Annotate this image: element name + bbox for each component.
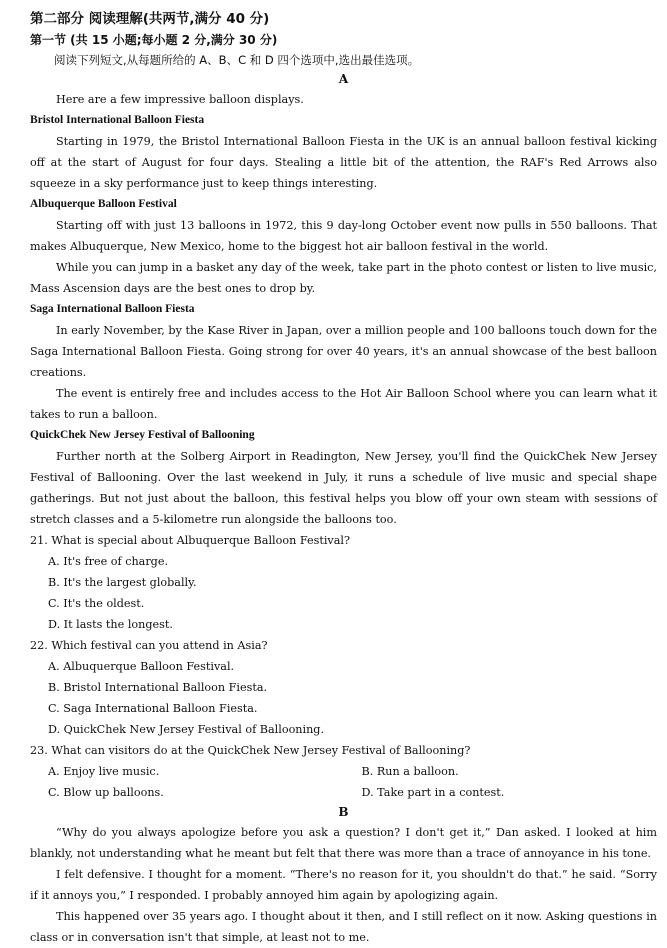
passage-b-letter: B [338,805,349,819]
q23-option-a[interactable]: A. Enjoy live music. [48,765,160,778]
bristol-paragraph: Starting in 1979, the Bristol International Balloon Fiesta in the UK is an annual balloon festival kicking off at the start of August for four days. Stealing a little bit of the attention, the RAF's Red Arrows also squeeze in a sky performance just to keep things interesting. [30,135,657,190]
passage-b-paragraph-1: “Why do you always apologize before you ask a question? I don't get it,” Dan asked. I looked at him blankly, not understanding what he meant but felt that there was more than a trace of annoyance in his tone. [30,826,657,860]
albuquerque-paragraph-2: While you can jump in a basket any day of the week, take part in the photo contest or listen to live music, Mass Ascension days are the best ones to drop by. [30,261,657,295]
bristol-heading: Bristol International Balloon Fiesta [30,114,205,126]
question-22: 22. Which festival can you attend in Asia? [30,639,268,652]
q23-option-c[interactable]: C. Blow up balloons. [48,786,164,799]
q22-option-a[interactable]: A. Albuquerque Balloon Festival. [48,660,235,673]
saga-heading: Saga International Balloon Fiesta [30,303,195,315]
quickchek-paragraph: Further north at the Solberg Airport in Readington, New Jersey, you'll find the QuickChek New Jersey Festival of Ballooning. Over the last weekend in July, it runs a schedule of live music and special shape gatherings. But not just about the balloon, this festival helps you blow off your own steam with sessions of stretch classes and a 5-kilometre run alongside the balloons too. [30,450,657,526]
passage-b-paragraph-3: This happened over 35 years ago. I thought about it then, and I still reflect on it now. Asking questions in class or in conversation isn't that simple, at least not to me. [30,910,657,944]
q23-option-d[interactable]: D. Take part in a contest. [361,786,505,799]
q23-options-row-2 [30,782,657,803]
question-21: 21. What is special about Albuquerque Balloon Festival? [30,534,350,547]
section-title: 第一节 (共 15 小题;每小题 2 分,满分 30 分) [30,33,278,47]
passage-b-paragraph-2: I felt defensive. I thought for a moment. “There's no reason for it, you shouldn't do that.” he said. “Sorry if it annoys you,” I responded. I probably annoyed him again by apologizing again. [30,868,657,902]
q23-option-b[interactable]: B. Run a balloon. [361,765,459,778]
part-title: 第二部分 阅读理解(共两节,满分 40 分) [30,11,270,27]
albuquerque-heading: Albuquerque Balloon Festival [30,198,177,210]
instruction: 阅读下列短文,从每题所给的 A、B、C 和 D 四个选项中,选出最佳选项。 [54,53,420,67]
passage-a-intro: Here are a few impressive balloon displays. [56,93,304,106]
saga-paragraph-1: In early November, by the Kase River in Japan, over a million people and 100 balloons touch down for the Saga International Balloon Fiesta. Going strong for over 40 years, it's an annual showcase of the best balloon creations. [30,324,657,379]
quickchek-heading: QuickChek New Jersey Festival of Ballooning [30,429,255,441]
passage-a-letter: A [338,72,349,86]
q21-option-c[interactable]: C. It's the oldest. [48,597,145,610]
q23-options-row-1 [30,761,657,782]
q21-option-b[interactable]: B. It's the largest globally. [48,576,197,589]
question-23: 23. What can visitors do at the QuickChek New Jersey Festival of Ballooning? [30,744,471,757]
q22-option-d[interactable]: D. QuickChek New Jersey Festival of Ballooning. [48,723,325,736]
q21-option-a[interactable]: A. It's free of charge. [48,555,169,568]
q22-option-c[interactable]: C. Saga International Balloon Fiesta. [48,702,258,715]
q22-option-b[interactable]: B. Bristol International Balloon Fiesta. [48,681,268,694]
saga-paragraph-2: The event is entirely free and includes access to the Hot Air Balloon School where you can learn what it takes to run a balloon. [30,387,657,421]
albuquerque-paragraph-1: Starting off with just 13 balloons in 1972, this 9 day-long October event now pulls in 550 balloons. That makes Albuquerque, New Mexico, home to the biggest hot air balloon festival in the world. [30,219,657,253]
q21-option-d[interactable]: D. It lasts the longest. [48,618,173,631]
